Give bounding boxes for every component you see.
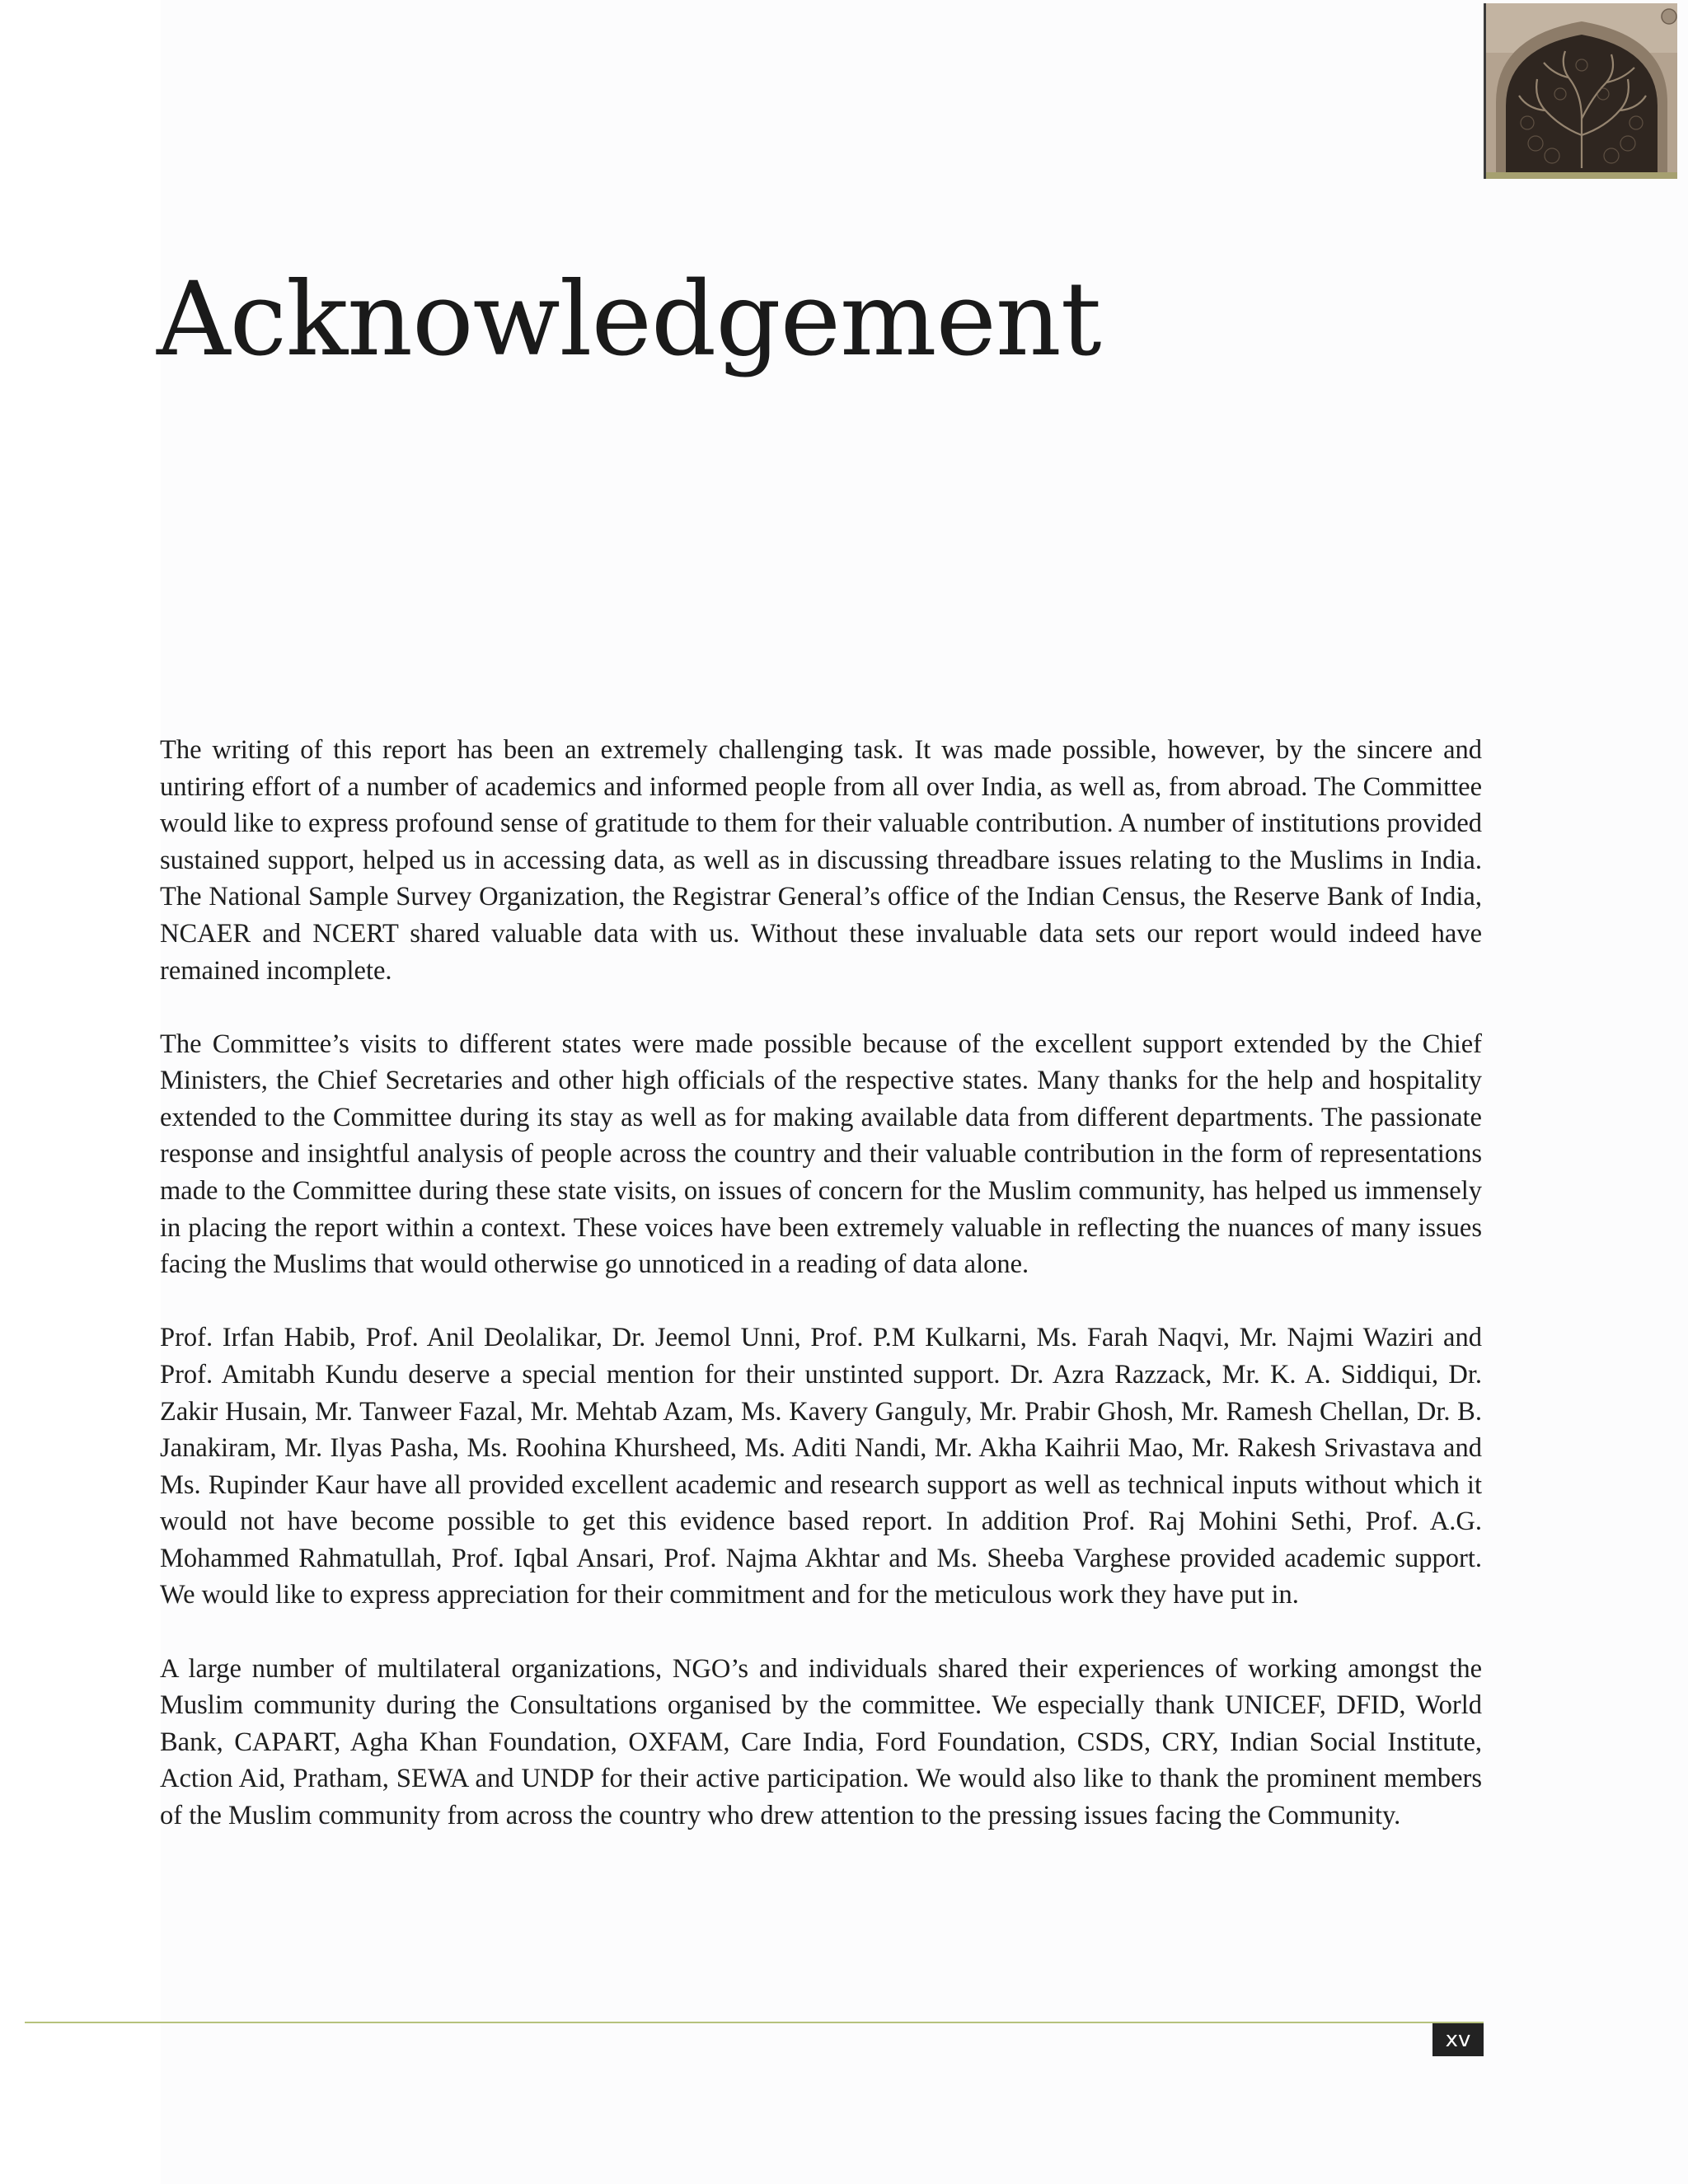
footer-rule [25,2022,1484,2023]
paragraph-contributors: Prof. Irfan Habib, Prof. Anil Deolalikar, Dr. Jeemol Unni, Prof. P.M Kulkarni, Ms. Farah Naqvi, Mr. Najmi Waziri and Prof. Amitabh Kundu deserve a special mention for their unstinted support. Dr. Azra Razzack, Mr. K. A. Siddiqui, Dr. Zakir Husain, Mr. Tanweer Fazal, Mr. Mehtab Azam, Ms. Kavery Ganguly, Mr. Prabir Ghosh, Mr. Ramesh Chellan, Dr. B. Janakiram, Mr. Ilyas Pasha, Ms. Roohina Khursheed, Ms. Aditi Nandi, Mr. Akha Kaihrii Mao, Mr. Rakesh Srivastava and Ms. Rupinder Kaur have all provided excellent academic and research support as well as technical inputs without which it would not have become possible to get this evidence based report. In addition Prof. Raj Mohini Sethi, Prof. A.G. Mohammed Rahmatullah, Prof. Iqbal Ansari, Prof. Najma Akhtar and Ms. Sheeba Varghese provided academic support. We would like to express appreciation for their commitment and for the meticulous work they have put in. [160,1323,1482,1610]
paragraph-state-visits: The Committee’s visits to different states were made possible because of the excellent support extended by the Chief Ministers, the Chief Secretaries and other high officials of the respective states. Many thanks for the help and hospitality extended to the Committee during its stay as well as for making available data from different departments. The passionate response and insightful analysis of people across the country and their valuable contribution in the form of representations made to the Committee during these state visits, on issues of concern for the Muslim community, has helped us immensely in placing the report within a context. These voices have been extremely valuable in reflecting the nuances of many issues facing the Muslims that would otherwise go unnoticed in a reading of data alone. [160,1029,1482,1280]
ornate-window-photo [1484,3,1677,179]
page-title: Acknowledgement [157,260,1101,379]
paragraph-institutions: The writing of this report has been an extremely challenging task. It was made possible, however, by the sincere and untiring effort of a number of academics and informed people from all over India, as well as, from abroad. The Committee would like to express profound sense of gratitude to them for their valuable contribution. A number of institutions provided sustained support, helped us in accessing data, as well as in discussing threadbare issues relating to the Muslims in India. The National Sample Survey Organization, the Registrar General’s office of the Indian Census, the Reserve Bank of India, NCAER and NCERT shared valuable data with us. Without these invaluable data sets our report would indeed have remained incomplete. [160,735,1482,986]
paragraph-organizations: A large number of multilateral organizations, NGO’s and individuals shared their experiences of working amongst the Muslim community during the Consultations organised by the committee. We especially thank UNICEF, DFID, World Bank, CAPART, Agha Khan Foundation, OXFAM, Care India, Ford Foundation, CSDS, CRY, Indian Social Institute, Action Aid, Pratham, SEWA and UNDP for their active participation. We would also like to thank the prominent members of the Muslim community from across the country who drew attention to the pressing issues facing the Community. [160,1653,1482,1830]
acknowledgement-body [160,732,1482,1871]
jali-window-icon [1486,3,1677,179]
page-number: xv [1432,2023,1484,2056]
